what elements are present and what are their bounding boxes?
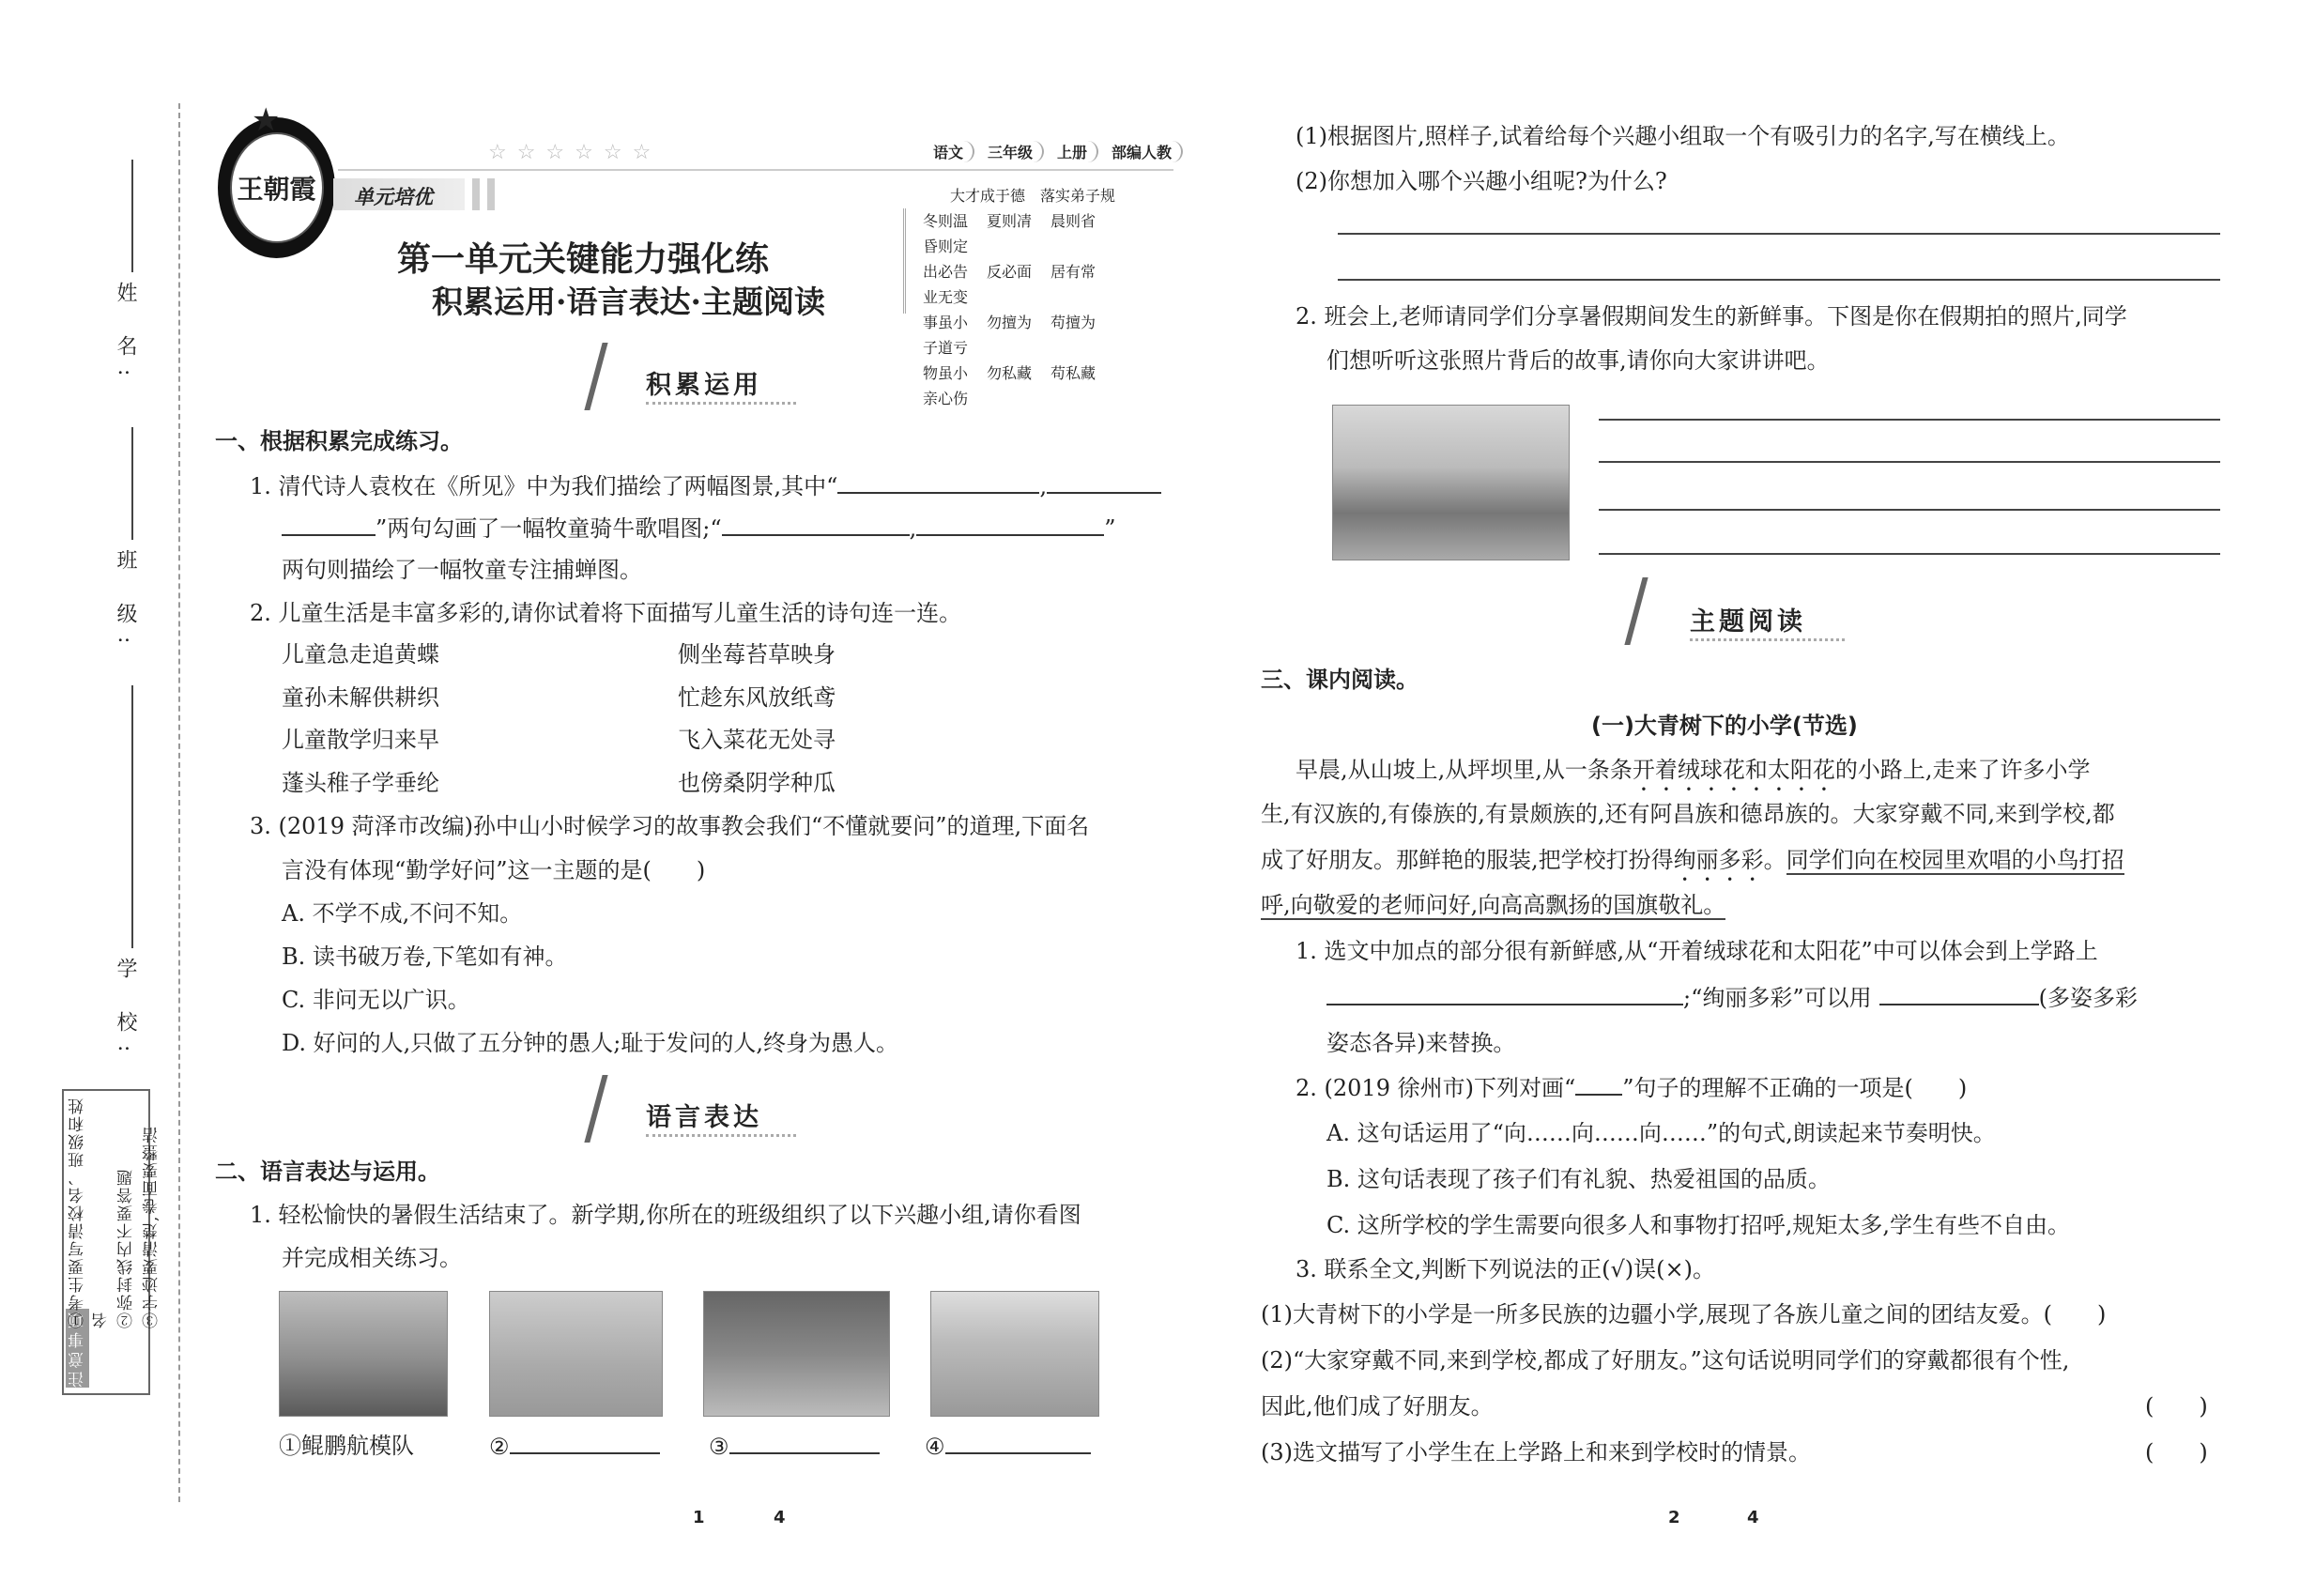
notice-item: ①考生要写清校名、班级和姓名 [69, 1097, 111, 1328]
question-3-heading: 三、课内阅读。 [1261, 666, 1418, 693]
answer-blank[interactable] [945, 1432, 1091, 1454]
motto-row: 出必告 反必面 居有常业无变 [923, 263, 1096, 306]
section-heading-reading: 主题阅读 [1690, 607, 1806, 637]
notice-item: ②弥封线内不要答题 [117, 1168, 136, 1328]
passage-title: (一)大青树下的小学(节选) [1591, 713, 1858, 739]
question-1-3-line2: 言没有体现“勤学好问”这一主题的是( ) [282, 857, 706, 883]
photo-model-aircraft-team [279, 1291, 448, 1417]
answer-line[interactable] [1599, 461, 2220, 463]
section-underline [646, 1134, 796, 1137]
class-label: 班 级: [114, 549, 137, 657]
section-underline [1690, 638, 1845, 641]
reading-question-3: 3. 联系全文,判断下列说法的正(√)误(×)。 [1296, 1256, 1716, 1282]
question-1-heading: 一、根据积累完成练习。 [215, 427, 463, 454]
caption-3: ③ [709, 1432, 880, 1461]
page-number: 2 [1668, 1508, 1680, 1527]
passage-line: 生,有汉族的,有傣族的,有景颇族的,还有阿昌族和德昂族的。大家穿戴不同,来到学校,都 [1261, 801, 2115, 827]
question-1-3: 3. (2019 菏泽市改编)孙中山小时候学习的故事教会我们“不懂就要问”的道理,下面名 [250, 813, 1090, 839]
reading-option-b[interactable]: B. 这句话表现了孩子们有礼貌、热爱祖国的品质。 [1326, 1166, 1831, 1192]
notice-title: 注意事项 [66, 1309, 89, 1388]
crown-icon: ★ [252, 101, 281, 139]
photo-roller-skating [489, 1291, 663, 1417]
passage-line: 成了好朋友。那鲜艳的服装,把学校打扮得绚丽多彩。同学们向在校园里欢唱的小鸟打招 [1261, 847, 2124, 873]
judgement-2-paren[interactable]: ( ) [2145, 1393, 2208, 1420]
option-c[interactable]: C. 非问无以广识。 [282, 987, 470, 1013]
section-heading-expression: 语言表达 [646, 1103, 762, 1132]
match-left-item[interactable]: 童孙未解供耕织 [282, 684, 439, 711]
answer-line[interactable] [1338, 233, 2220, 235]
header-rule [338, 169, 1173, 171]
page-title: 第一单元关键能力强化练 [397, 239, 770, 279]
question-2-heading: 二、语言表达与运用。 [215, 1158, 440, 1185]
answer-blank[interactable] [1326, 983, 1683, 1005]
option-d[interactable]: D. 好问的人,只做了五分钟的愚人;耻于发问的人,终身为愚人。 [282, 1030, 898, 1056]
answer-blank[interactable] [729, 1432, 880, 1454]
motto-row: 事虽小 勿擅为 苟擅为子道亏 [923, 314, 1096, 357]
passage-line: 早晨,从山坡上,从坪坝里,从一条条开着绒球花和太阳花的小路上,走来了许多小学 [1296, 757, 2091, 783]
passage-line: 呼,向敬爱的老师问好,向高高飘扬的国旗敬礼。 [1261, 892, 1726, 918]
pencil-icon [584, 343, 639, 410]
reading-question-2: 2. (2019 徐州市)下列对画“ ”句子的理解不正确的一项是( ) [1296, 1075, 1968, 1101]
page-total: 4 [774, 1508, 786, 1527]
answer-blank[interactable] [722, 514, 910, 536]
notice-item: ③字迹要清楚,卷面要整洁 [143, 1125, 161, 1328]
motto-title: 大才成于德 落实弟子规 [950, 187, 1116, 205]
photo-martial-arts [930, 1291, 1099, 1417]
match-right-item[interactable]: 也傍桑阴学种瓜 [678, 770, 836, 796]
answer-blank[interactable] [510, 1432, 660, 1454]
option-b[interactable]: B. 读书破万卷,下笔如有神。 [282, 944, 568, 970]
question-2-2: 2. 班会上,老师请同学们分享暑假期间发生的新鲜事。下图是你在假期拍的照片,同学 [1296, 303, 2127, 330]
reading-question-1-line3: 姿态各异)来替换。 [1326, 1030, 1516, 1056]
name-label: 姓 名: [114, 282, 137, 390]
judgement-1: (1)大青树下的小学是一所多民族的边疆小学,展现了各族儿童之间的团结友爱。( ) [1261, 1301, 2107, 1327]
match-right-item[interactable]: 飞入菜花无处寻 [678, 727, 836, 753]
question-2-1-part1: (1)根据图片,照样子,试着给每个兴趣小组取一个有吸引力的名字,写在横线上。 [1296, 123, 2070, 149]
judgement-3: (3)选文描写了小学生在上学路上和来到学校时的情景。 [1261, 1439, 1811, 1466]
motto-row: 冬则温 夏则凊 晨则省昏则定 [923, 212, 1096, 255]
match-left-item[interactable]: 儿童急走追黄蝶 [282, 641, 439, 668]
question-2-2-line2: 们想听听这张照片背后的故事,请你向大家讲讲吧。 [1326, 347, 1830, 374]
reading-question-1: 1. 选文中加点的部分很有新鲜感,从“开着绒球花和太阳花”中可以体会到上学路上 [1296, 938, 2098, 964]
answer-blank[interactable] [282, 514, 376, 536]
answer-line[interactable] [1599, 419, 2220, 421]
motto-box [903, 208, 1175, 407]
page-number: 1 [693, 1508, 705, 1527]
question-2-1: 1. 轻松愉快的暑假生活结束了。新学期,你所在的班级组织了以下兴趣小组,请你看图 [250, 1202, 1081, 1228]
motto-row: 物虽小 勿私藏 苟私藏亲心伤 [923, 364, 1096, 407]
judgement-2-line2: 因此,他们成了好朋友。 [1261, 1393, 1494, 1420]
match-left-item[interactable]: 儿童散学归来早 [282, 727, 439, 753]
answer-blank[interactable] [1047, 471, 1161, 494]
section-heading-accumulation: 积累运用 [646, 371, 762, 400]
reading-question-1-line2: ;“绚丽多彩”可以用 (多姿多彩 [1326, 983, 2138, 1012]
school-field[interactable] [131, 685, 133, 948]
pencil-icon [1624, 577, 1679, 645]
reading-option-c[interactable]: C. 这所学校的学生需要向很多人和事物打招呼,规矩太多,学生有些不自由。 [1326, 1212, 2071, 1238]
question-2-1-part2: (2)你想加入哪个兴趣小组呢?为什么? [1296, 168, 1667, 194]
question-1-1-line3: 两句则描绘了一幅牧童专注捕蝉图。 [282, 557, 642, 583]
tag-term: 上册 [1048, 141, 1098, 162]
page-total: 4 [1747, 1508, 1759, 1527]
answer-blank[interactable] [916, 514, 1104, 536]
rating-stars: ☆ ☆ ☆ ☆ ☆ ☆ [488, 141, 653, 164]
question-2-1-line2: 并完成相关练习。 [282, 1245, 462, 1271]
tag-grade: 三年级 [978, 141, 1044, 162]
page-subtitle: 积累运用·语言表达·主题阅读 [432, 284, 825, 320]
section-underline [646, 402, 796, 405]
judgement-3-paren[interactable]: ( ) [2145, 1439, 2208, 1466]
caption-1: ①鲲鹏航模队 [279, 1433, 414, 1459]
tag-edition: 部编人教 [1102, 141, 1183, 162]
photo-horse-riding [1332, 405, 1570, 560]
answer-blank[interactable] [837, 471, 1039, 494]
notice-items [66, 1094, 161, 1328]
name-field[interactable] [131, 160, 133, 272]
match-left-item[interactable]: 蓬头稚子学垂纶 [282, 770, 439, 796]
pencil-icon [584, 1075, 639, 1143]
question-1-1: 1. 清代诗人袁枚在《所见》中为我们描绘了两幅图景,其中“ , [250, 471, 1161, 500]
option-a[interactable]: A. 不学不成,不问不知。 [282, 900, 523, 927]
match-right-item[interactable]: 忙趁东风放纸鸢 [678, 684, 836, 711]
judgement-2: (2)“大家穿戴不同,来到学校,都成了好朋友。”这句话说明同学们的穿戴都很有个性, [1261, 1347, 2070, 1373]
subject-tags [920, 141, 1183, 162]
caption-2: ② [489, 1432, 660, 1461]
unit-banner: 单元培优 [333, 178, 521, 210]
answer-blank[interactable] [1879, 983, 2039, 1005]
question-1-2: 2. 儿童生活是丰富多彩的,请你试着将下面描写儿童生活的诗句连一连。 [250, 600, 962, 626]
logo-text: 王朝霞 [230, 132, 324, 243]
reading-option-a[interactable]: A. 这句话运用了“向……向……向……”的句式,朗读起来节奏明快。 [1326, 1120, 1996, 1146]
caption-4: ④ [925, 1432, 1091, 1461]
answer-line[interactable] [1599, 509, 2220, 511]
tag-subject: 语文 [924, 141, 974, 162]
answer-line[interactable] [1599, 553, 2220, 555]
answer-line[interactable] [1338, 279, 2220, 281]
class-field[interactable] [131, 427, 133, 540]
binding-line [178, 103, 180, 1502]
match-right-item[interactable]: 侧坐莓苔草映身 [678, 641, 836, 668]
question-1-1-line2: ”两句勾画了一幅牧童骑牛歌唱图;“ , ” [282, 514, 1116, 543]
photo-choir [703, 1291, 890, 1417]
school-label: 学 校: [114, 958, 137, 1066]
